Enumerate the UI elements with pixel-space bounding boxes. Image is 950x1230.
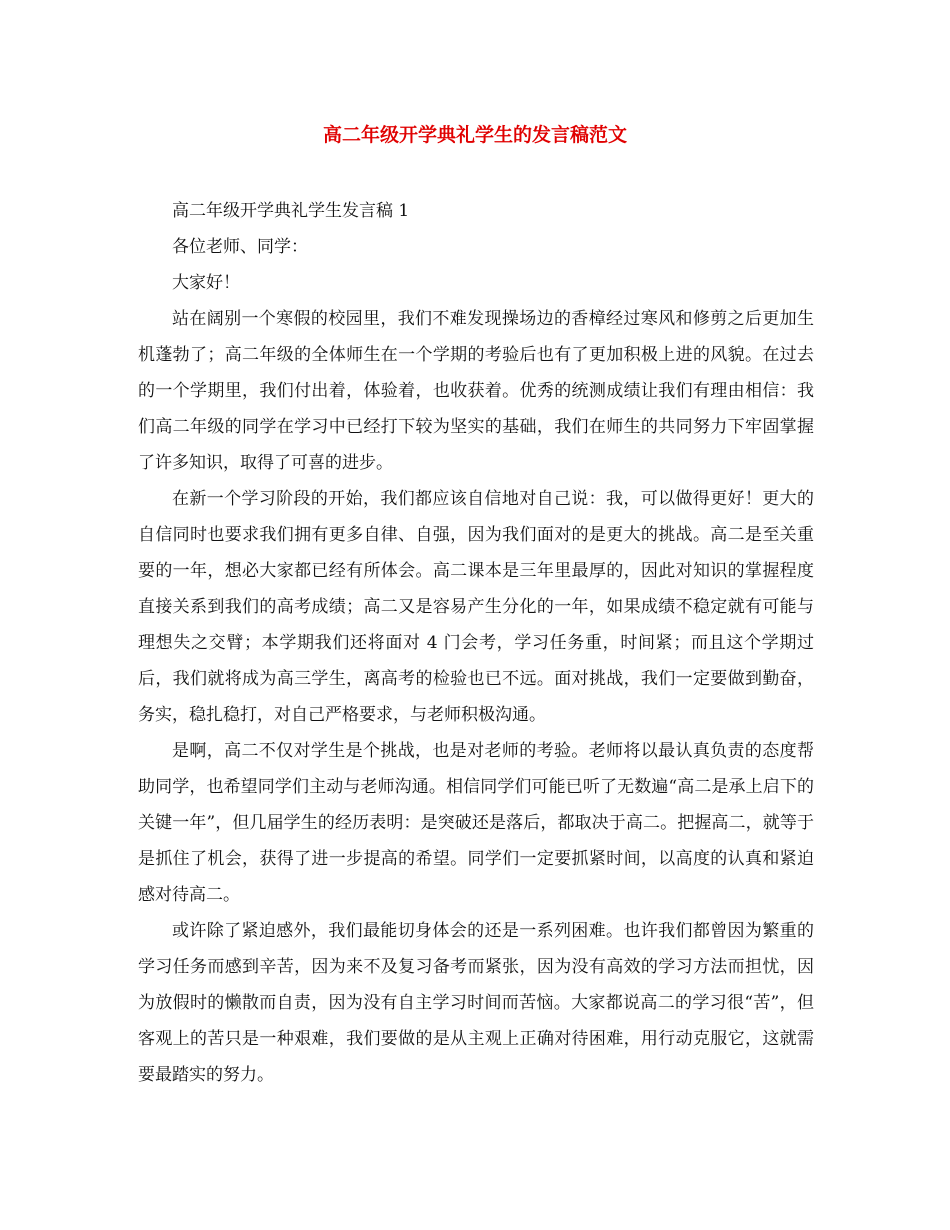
salutation: 各位老师、同学： (172, 237, 308, 257)
greeting: 大家好！ (172, 273, 240, 293)
body-paragraph-3: 是啊，高二不仅对学生是个挑战，也是对老师的考验。老师将以最认真负责的态度帮助同学，也希望同学们主动与老师沟通。相信同学们可能已听了无数遍“高二是承上启下的关键一年”，但几届学生的经历表明：是突破还是落后，都取决于高二。把握高二，就等于是抓住了机会，获得了进一步提高的希望。同学们一定要抓紧时间，以高度的认真和紧迫感对待高二。 (138, 741, 814, 905)
document-title: 高二年级开学典礼学生的发言稿范文 (322, 124, 627, 146)
body-paragraph-2: 在新一个学习阶段的开始，我们都应该自信地对自己说：我，可以做得更好！更大的自信同时也要求我们拥有更多自律、自强，因为我们面对的是更大的挑战。高二是至关重要的一年，想必大家都已经有所体会。高二课本是三年里最厚的，因此对知识的掌握程度直接关系到我们的高考成绩；高二又是容易产生分化的一年，如果成绩不稳定就有可能与理想失之交臂；本学期我们还将面对 4 门会考，学习任务重，时间紧；而且这个学期过后，我们就将成为高三学生，离高考的检验也已不远。面对挑战，我们一定要做到勤奋，务实，稳扎稳打，对自己严格要求，与老师积极沟通。 (138, 489, 814, 725)
document-body (138, 193, 814, 1093)
section-heading: 高二年级开学典礼学生发言稿 1 (172, 201, 410, 221)
body-paragraph-1: 站在阔别一个寒假的校园里，我们不难发现操场边的香樟经过寒风和修剪之后更加生机蓬勃了；高二年级的全体师生在一个学期的考验后也有了更加积极上进的风貌。在过去的一个学期里，我们付出着，体验着，也收获着。优秀的统测成绩让我们有理由相信：我们高二年级的同学在学习中已经打下较为坚实的基础，我们在师生的共同努力下牢固掌握了许多知识，取得了可喜的进步。 (138, 309, 814, 473)
body-paragraph-4: 或许除了紧迫感外，我们最能切身体会的还是一系列困难。也许我们都曾因为繁重的学习任务而感到辛苦，因为来不及复习备考而紧张，因为没有高效的学习方法而担忧，因为放假时的懒散而自责，因为没有自主学习时间而苦恼。大家都说高二的学习很“苦”，但客观上的苦只是一种艰难，我们要做的是从主观上正确对待困难，用行动克服它，这就需要最踏实的努力。 (138, 921, 814, 1085)
